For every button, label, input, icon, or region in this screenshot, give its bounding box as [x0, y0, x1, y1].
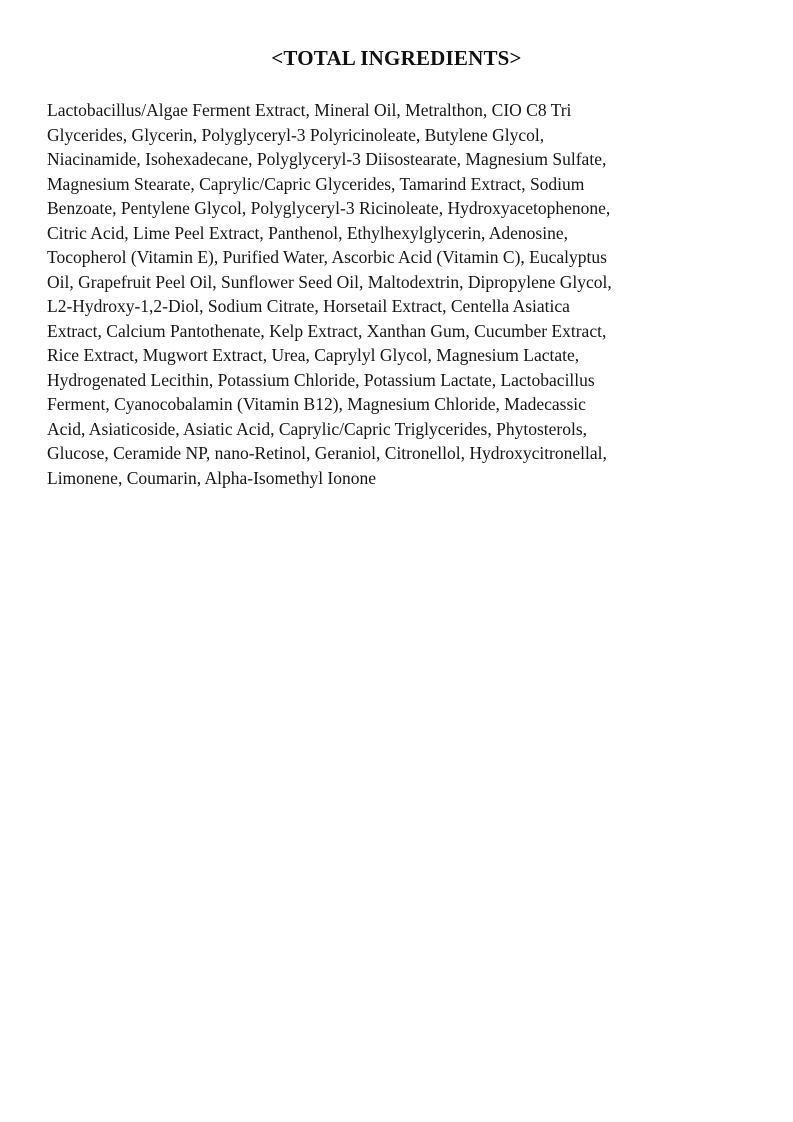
- ingredients-line: Tocopherol (Vitamin E), Purified Water, Ascorbic Acid (Vitamin C), Eucalyptus: [47, 247, 607, 267]
- ingredients-line: Lactobacillus/Algae Ferment Extract, Mineral Oil, Metralthon, CIO C8 Tri: [47, 100, 572, 120]
- ingredients-line: Ferment, Cyanocobalamin (Vitamin B12), Magnesium Chloride, Madecassic: [47, 394, 586, 414]
- page-title: <TOTAL INGREDIENTS>: [271, 46, 522, 70]
- ingredients-line: Rice Extract, Mugwort Extract, Urea, Caprylyl Glycol, Magnesium Lactate,: [47, 345, 580, 365]
- ingredients-line: L2-Hydroxy-1,2-Diol, Sodium Citrate, Horsetail Extract, Centella Asiatica: [47, 296, 570, 316]
- ingredients-line: Benzoate, Pentylene Glycol, Polyglyceryl-3 Ricinoleate, Hydroxyacetophenone,: [47, 198, 611, 218]
- ingredients-line: Glycerides, Glycerin, Polyglyceryl-3 Polyricinoleate, Butylene Glycol,: [47, 124, 545, 145]
- ingredients-line: Hydrogenated Lecithin, Potassium Chloride, Potassium Lactate, Lactobacillus: [47, 369, 595, 390]
- ingredients-line: Oil, Grapefruit Peel Oil, Sunflower Seed Oil, Maltodextrin, Dipropylene Glycol,: [47, 271, 612, 292]
- ingredients-line: Magnesium Stearate, Caprylic/Capric Glycerides, Tamarind Extract, Sodium: [47, 173, 585, 194]
- ingredients-line: Limonene, Coumarin, Alpha-Isomethyl Ionone: [47, 467, 377, 488]
- ingredients-line: Niacinamide, Isohexadecane, Polyglyceryl-3 Diisostearate, Magnesium Sulfate,: [47, 149, 607, 169]
- ingredients-line: Citric Acid, Lime Peel Extract, Panthenol, Ethylhexylglycerin, Adenosine,: [47, 222, 568, 243]
- ingredients-line: Glucose, Ceramide NP, nano-Retinol, Geraniol, Citronellol, Hydroxycitronellal,: [47, 443, 607, 463]
- ingredients-line: Acid, Asiaticoside, Asiatic Acid, Caprylic/Capric Triglycerides, Phytosterols,: [47, 418, 588, 439]
- ingredients-line: Extract, Calcium Pantothenate, Kelp Extract, Xanthan Gum, Cucumber Extract,: [47, 320, 607, 341]
- ingredients-paragraph: [0, 98, 793, 490]
